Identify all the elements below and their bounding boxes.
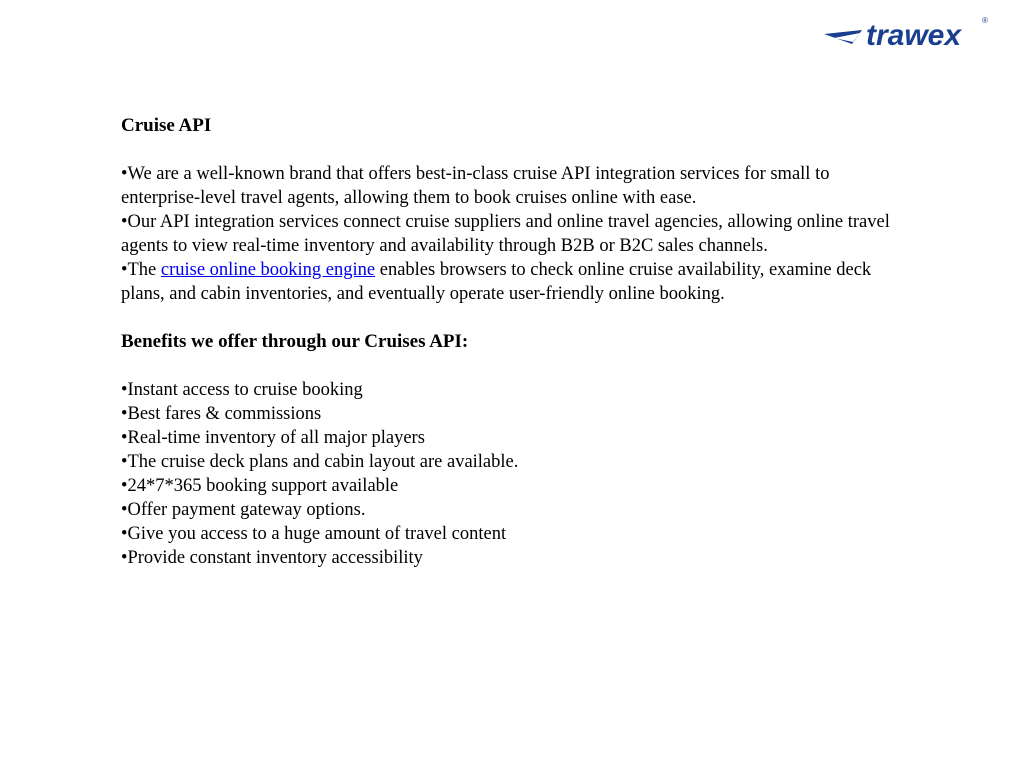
paragraph-bullet-1: •We are a well-known brand that offers best-in-class cruise API integration services for small to enterprise-level travel agents, allowing them to book cruises online with ease. xyxy=(121,164,830,208)
list-item: •Instant access to cruise booking xyxy=(121,380,363,400)
spacer xyxy=(121,354,901,378)
trawex-logo xyxy=(822,14,1012,54)
main-content xyxy=(121,114,901,570)
list-item: •The cruise deck plans and cabin layout are available. xyxy=(121,452,519,472)
paragraph-bullet-3 xyxy=(121,258,901,306)
paragraph-bullet-2: •Our API integration services connect cruise suppliers and online travel agencies, allowing online travel agents to view real-time inventory and availability through B2B or B2C sales channels. xyxy=(121,212,890,256)
spacer xyxy=(121,306,901,330)
list-item: •Give you access to a huge amount of travel content xyxy=(121,524,507,544)
section-title-cruise-api: Cruise API xyxy=(121,115,212,136)
list-item: •Best fares & commissions xyxy=(121,404,322,424)
logo-registered-mark: ® xyxy=(982,16,988,25)
benefits-list xyxy=(121,378,901,570)
cruise-booking-engine-link[interactable]: cruise online booking engine xyxy=(160,260,376,280)
list-item: •Offer payment gateway options. xyxy=(121,500,366,520)
bullet-3-suffix: enables browsers to check online cruise availability, examine deck plans, and cabin inventories, and eventually operate user-friendly online booking. xyxy=(121,260,872,304)
list-item: •24*7*365 booking support available xyxy=(121,476,399,496)
bullet-3-prefix: •The xyxy=(121,260,161,280)
section-title-benefits: Benefits we offer through our Cruises API: xyxy=(121,331,469,352)
logo-wordmark: trawex xyxy=(866,19,962,52)
list-item: •Real-time inventory of all major players xyxy=(121,428,425,448)
spacer xyxy=(121,138,901,162)
trawex-logo-graphic xyxy=(822,14,1012,54)
list-item: •Provide constant inventory accessibility xyxy=(121,548,423,568)
